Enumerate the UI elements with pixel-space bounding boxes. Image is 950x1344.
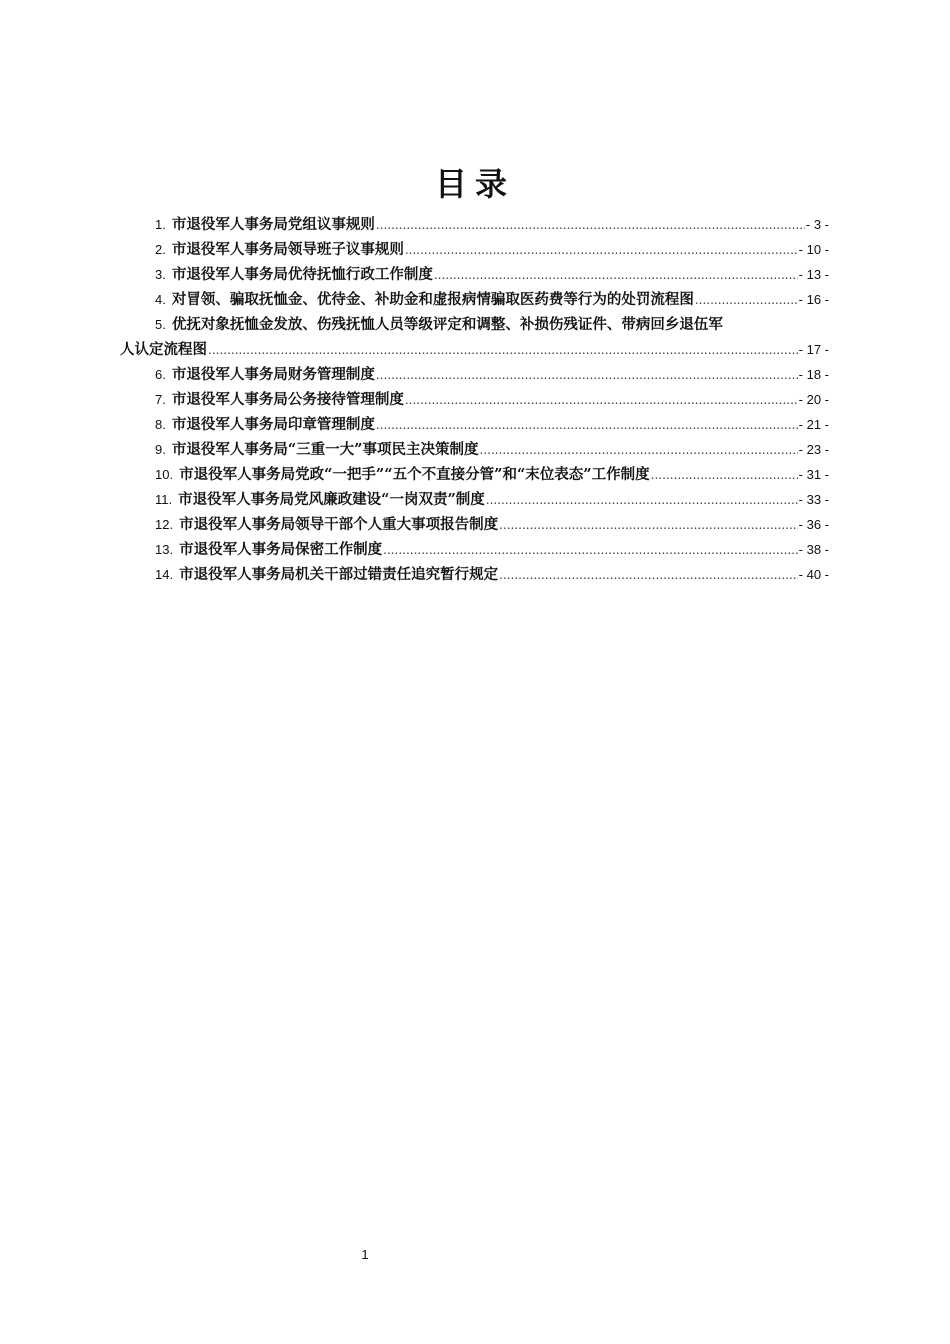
toc-entry-number: 5. (155, 317, 166, 332)
toc-entry-6[interactable] (120, 362, 829, 387)
toc-entry-title: 市退役军人事务局领导班子议事规则 (171, 241, 404, 258)
toc-entry-number: 14. (155, 567, 174, 582)
toc-dot-leader (376, 213, 805, 238)
toc-entry-number: 8. (155, 417, 166, 432)
toc-entry-14[interactable] (120, 562, 829, 587)
toc-entry-page: - 16 - (798, 292, 829, 307)
toc-entry-7[interactable] (120, 387, 829, 412)
toc-dot-leader (405, 238, 798, 263)
toc-entry-page: - 40 - (798, 567, 829, 582)
toc-dot-leader (486, 488, 798, 513)
toc-entry-number: 10. (155, 467, 174, 482)
toc-entry-number: 3. (155, 267, 166, 282)
toc-dot-leader (480, 438, 798, 463)
toc-entry-title: 市退役军人事务局领导干部个人重大事项报告制度 (179, 516, 499, 533)
table-of-contents (120, 212, 829, 587)
toc-entry-title: 市退役军人事务局党风廉政建设“一岗双责”制度 (178, 491, 485, 508)
toc-dot-leader (405, 388, 798, 413)
toc-entry-title-line1: 优抚对象抚恤金发放、伤残抚恤人员等级评定和调整、补损伤残证件、带病回乡退伍军 (171, 316, 723, 333)
toc-entry-13[interactable] (120, 537, 829, 562)
toc-dot-leader (376, 413, 798, 438)
toc-entry-title: 市退役军人事务局保密工作制度 (179, 541, 383, 558)
toc-entry-title: 对冒领、骗取抚恤金、优待金、补助金和虚报病情骗取医药费等行为的处罚流程图 (171, 291, 694, 308)
toc-entry-title: 市退役军人事务局公务接待管理制度 (171, 391, 404, 408)
toc-entry-page: - 21 - (798, 417, 829, 432)
toc-dot-leader (376, 363, 798, 388)
toc-entry-page: - 23 - (798, 442, 829, 457)
toc-dot-leader (208, 338, 798, 363)
toc-entry-title: 市退役军人事务局机关干部过错责任追究暂行规定 (179, 566, 499, 583)
toc-dot-leader (434, 263, 798, 288)
toc-entry-page: - 3 - (805, 217, 829, 232)
toc-entry-page: - 10 - (798, 242, 829, 257)
toc-entry-10[interactable] (120, 462, 829, 487)
toc-entry-page: - 17 - (798, 342, 829, 357)
toc-entry-number: 11. (155, 492, 173, 507)
toc-entry-5-continued[interactable] (120, 337, 829, 362)
toc-entry-2[interactable] (120, 237, 829, 262)
toc-entry-title: 市退役军人事务局“三重一大”事项民主决策制度 (171, 441, 479, 458)
toc-entry-title: 市退役军人事务局党政“一把手”“五个不直接分管”和“末位表态”工作制度 (179, 466, 650, 483)
toc-entry-title-line2: 人认定流程图 (120, 341, 207, 358)
toc-entry-number: 7. (155, 392, 166, 407)
toc-entry-9[interactable] (120, 437, 829, 462)
toc-entry-page: - 31 - (798, 467, 829, 482)
toc-dot-leader (651, 463, 798, 488)
toc-entry-number: 6. (155, 367, 166, 382)
toc-entry-number: 4. (155, 292, 166, 307)
toc-dot-leader (695, 288, 798, 313)
page-number: 1 (361, 1247, 369, 1262)
toc-entry-page: - 18 - (798, 367, 829, 382)
toc-entry-page: - 13 - (798, 267, 829, 282)
toc-entry-title: 市退役军人事务局优待抚恤行政工作制度 (171, 266, 433, 283)
toc-entry-4[interactable] (120, 287, 829, 312)
toc-entry-11[interactable] (120, 487, 829, 512)
toc-entry-title: 市退役军人事务局印章管理制度 (171, 416, 375, 433)
toc-entry-title: 市退役军人事务局党组议事规则 (171, 216, 375, 233)
toc-dot-leader (499, 513, 798, 538)
toc-entry-title: 市退役军人事务局财务管理制度 (171, 366, 375, 383)
toc-dot-leader (499, 563, 798, 588)
toc-entry-3[interactable] (120, 262, 829, 287)
toc-entry-page: - 36 - (798, 517, 829, 532)
toc-entry-page: - 20 - (798, 392, 829, 407)
toc-entry-8[interactable] (120, 412, 829, 437)
toc-entry-number: 2. (155, 242, 166, 257)
toc-dot-leader (383, 538, 798, 563)
toc-entry-number: 12. (155, 517, 174, 532)
toc-entry-number: 9. (155, 442, 166, 457)
page-title: 目录 (434, 165, 515, 203)
toc-entry-5[interactable] (120, 312, 829, 337)
toc-entry-page: - 38 - (798, 542, 829, 557)
toc-entry-number: 13. (155, 542, 174, 557)
toc-entry-number: 1. (155, 217, 166, 232)
toc-entry-1[interactable] (120, 212, 829, 237)
toc-entry-12[interactable] (120, 512, 829, 537)
toc-entry-page: - 33 - (798, 492, 829, 507)
